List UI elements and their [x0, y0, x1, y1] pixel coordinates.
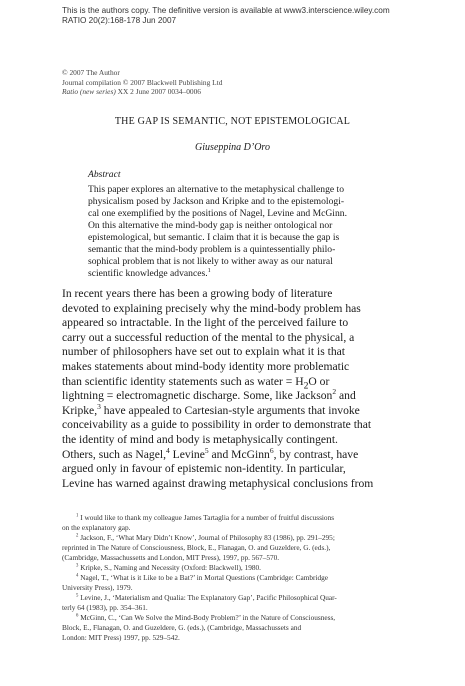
- footnote-text: on the explanatory gap.: [62, 523, 131, 532]
- body-text: , by contrast, have: [273, 447, 359, 461]
- abstract-line: [88, 232, 339, 244]
- abstract-text: semantic that the mind-body problem is a quintessentially philo-: [88, 244, 336, 255]
- footnote-number: 5: [76, 593, 79, 599]
- footnote-ref: 6: [269, 445, 274, 455]
- body-line: [62, 401, 360, 418]
- issue-info: XX 2 June 2007 0034–0006: [115, 87, 201, 97]
- footnote-ref: 3: [97, 401, 101, 411]
- footnote-ref: 4: [166, 445, 170, 455]
- footnote-text: reprinted in The Nature of Consciousness, Block, E., Flanagan, O. and Guzeldere, G. (eds.),: [62, 543, 331, 552]
- footnote-text: Levine, J., ‘Materialism and Qualia: The Explanatory Gap’, Pacific Philosophical Quar-: [78, 593, 337, 602]
- abstract-text: cal one exemplified by the positions of Nagel, Levine and McGinn.: [88, 208, 347, 219]
- footnote-text: Nagel, T., ‘What is it Like to be a Bat?’ in Mortal Questions (Cambridge: Cambridge: [78, 573, 329, 582]
- body-line: [62, 345, 345, 359]
- body-text: O or: [308, 374, 330, 388]
- footnote-ref: 5: [204, 445, 209, 455]
- body-text: devoted to explaining precisely why the mind-body problem has: [62, 301, 361, 315]
- body-line: [62, 389, 356, 403]
- body-text: argued only in favour of epistemic non-identity. In particular,: [62, 462, 346, 476]
- body-line: [62, 360, 349, 374]
- footnote-ref: 2: [332, 387, 337, 397]
- body-text: than scientific identity statements such as water = H: [62, 374, 304, 388]
- copyright-line: © 2007 The Author: [62, 68, 120, 77]
- body-line: [62, 316, 348, 330]
- footnote-line: [62, 583, 133, 592]
- body-line: [62, 462, 346, 476]
- body-text: Kripke,: [62, 403, 98, 417]
- footnote-text: I would like to thank my colleague James Tartaglia for a number of fruitful discussions: [78, 513, 335, 522]
- footnote-number: 3: [76, 563, 79, 569]
- abstract-line: [88, 244, 335, 256]
- subscript: 2: [303, 379, 309, 391]
- body-text: Levine: [169, 447, 205, 461]
- footnote-number: 4: [76, 573, 79, 579]
- journal-name: Ratio (new series): [62, 87, 116, 97]
- footnote-line: [62, 523, 131, 532]
- body-text: makes statements about mind-body identity more problematic: [62, 360, 350, 373]
- abstract-line: [88, 220, 332, 232]
- footnote-text: University Press), 1979.: [62, 583, 133, 592]
- body-text: number of philosophers have set out to explain what it is that: [62, 345, 346, 359]
- body-text: carry out a successful reduction of the mental to the physical, a: [62, 330, 355, 344]
- body-text: Others, such as Nagel,: [62, 447, 166, 461]
- abstract-text: sophical problem that is not likely to wither away as our natural: [88, 256, 333, 267]
- body-text: conceivability as a guide to possibility in order to demonstrate that: [62, 418, 372, 432]
- body-text: Levine has warned against drawing metaphysical conclusions from: [62, 476, 374, 490]
- footnote-ref: 1: [207, 266, 211, 274]
- footnote-text: London: MIT Press) 1997, pp. 529–542.: [62, 633, 180, 642]
- footnote-number: 1: [76, 513, 79, 519]
- citation-line: RATIO 20(2):168-178 Jun 2007: [62, 16, 177, 25]
- copy-notice-header: [62, 6, 390, 26]
- abstract-text: On this alternative the mind-body gap is neither ontological nor: [88, 220, 333, 231]
- footnote-number: 2: [76, 533, 79, 539]
- abstract-line: [88, 184, 344, 196]
- footnote-text: (Cambridge, Massachussetts and London, MIT Press), 1997, pp. 567–570.: [62, 553, 280, 562]
- journal-metadata: [62, 68, 222, 97]
- footnote-line: [62, 633, 180, 642]
- body-text: In recent years there has been a growing body of literature: [62, 287, 333, 300]
- footnote-text: Jackson, F., ‘What Mary Didn’t Know’, Journal of Philosophy 83 (1986), pp. 291–295;: [78, 533, 335, 542]
- body-text: lightning = electromagnetic discharge. Some, like Jackson: [62, 389, 333, 403]
- abstract-text: physicalism posed by Jackson and Kripke and to the epistemologi-: [88, 196, 345, 207]
- footnote-line: [76, 593, 337, 602]
- footnote-number: 6: [76, 613, 79, 619]
- footnote-line: [76, 613, 335, 622]
- body-text: appeared so intractable. In the light of the perceived failure to: [62, 316, 349, 330]
- copy-notice-line: This is the authors copy. The definitive version is available at www3.interscience.wiley.com: [62, 6, 390, 15]
- footnote-text: Kripke, S., Naming and Necessity (Oxford: Blackwell), 1980.: [78, 563, 261, 572]
- compilation-line: Journal compilation © 2007 Blackwell Publishing Ltd: [62, 77, 223, 87]
- body-line: [62, 433, 338, 447]
- body-line: [62, 418, 371, 432]
- footnote-text: terly 64 (1983), pp. 354–361.: [62, 603, 148, 612]
- footnote-line: [62, 553, 279, 562]
- footnote-line: [62, 623, 301, 632]
- footnote-line: [76, 513, 334, 522]
- paper-author: Giuseppina D’Oro: [195, 142, 270, 153]
- abstract-text: scientific knowledge advances.: [88, 268, 208, 279]
- footnote-line: [62, 603, 148, 612]
- body-line: [62, 287, 332, 301]
- footnote-line: [62, 543, 330, 552]
- abstract-line: [88, 196, 344, 208]
- body-text: and: [336, 389, 356, 403]
- footnote-line: [76, 573, 328, 582]
- body-line: [62, 302, 361, 316]
- body-line: [62, 445, 359, 462]
- footnote-line: [76, 533, 335, 542]
- body-line: [62, 477, 373, 491]
- abstract-line: [88, 208, 347, 220]
- footnote-line: [76, 563, 261, 572]
- abstract-text: This paper explores an alternative to the metaphysical challenge to: [88, 184, 345, 195]
- abstract-line: [88, 268, 211, 280]
- abstract-heading: Abstract: [88, 169, 121, 180]
- paper-title: THE GAP IS SEMANTIC, NOT EPISTEMOLOGICAL: [114, 116, 351, 127]
- body-line: [62, 331, 354, 345]
- issue-line: [62, 87, 222, 97]
- abstract-text: epistemological, but semantic. I claim that it is because the gap is: [88, 232, 340, 243]
- footnote-text: McGinn, C., ‘Can We Solve the Mind-Body Problem?’ in the Nature of Consciousness,: [78, 613, 336, 622]
- footnote-text: Block, E., Flanagan, O. and Guzeldere, G. (eds.), (Cambridge, Massachussets and: [62, 623, 302, 632]
- body-text: the identity of mind and body is metaphysically contingent.: [62, 433, 338, 446]
- body-text: have appealed to Cartesian-style arguments that invoke: [100, 403, 360, 417]
- body-text: and McGinn: [208, 447, 270, 461]
